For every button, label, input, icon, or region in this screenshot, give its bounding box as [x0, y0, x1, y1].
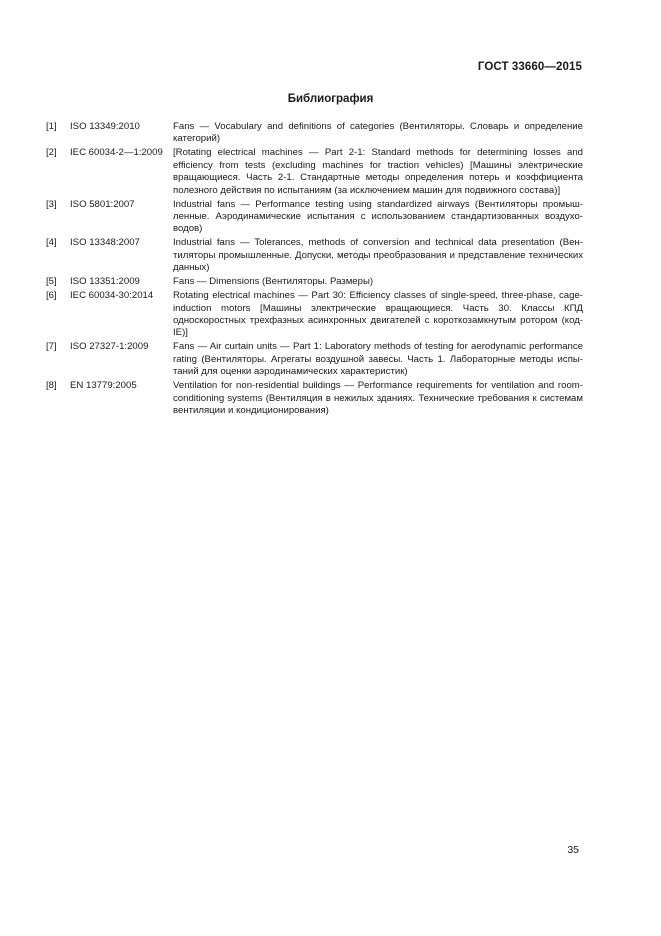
reference-number: [2]: [46, 147, 57, 159]
reference-item: [46, 380, 583, 417]
reference-item: [46, 290, 583, 340]
reference-text: Fans — Air curtain units — Part 1: Laboratory methods of testing for aerodynamic performance rating (Вентиляторы. Агрегаты воздушной завесы. Часть 1. Лабораторные методы испытаний для оценки аэродинамических характеристик): [173, 341, 583, 378]
reference-standard: IEC 60034-30:2014: [70, 290, 154, 302]
reference-item: [46, 237, 583, 274]
reference-text: Fans — Vocabulary and definitions of categories (Вентиляторы. Словарь и определение категорий): [173, 121, 583, 145]
reference-standard: ISO 13349:2010: [70, 121, 140, 132]
reference-number: [7]: [46, 341, 57, 353]
document-code: ГОСТ 33660—2015: [477, 61, 582, 73]
reference-standard: ISO 5801:2007: [70, 198, 135, 210]
reference-item: [46, 147, 583, 197]
reference-text: Industrial fans — Performance testing using standardized airways (Вентиляторы промышленные. Аэродинамические испытания с использованием стандартизованных воздуховодов): [173, 198, 583, 235]
reference-number: [4]: [46, 237, 57, 249]
reference-item: [46, 341, 583, 378]
reference-text: Ventilation for non-residential buildings — Performance requirements for ventilation and room-conditioning systems (Вентиляция в нежилых зданиях. Технические требования к системам вентиляции и кондиционирования): [173, 380, 583, 417]
bibliography-title: Библиография: [287, 93, 374, 105]
page-number: 35: [567, 844, 579, 856]
reference-text: Industrial fans — Tolerances, methods of conversion and technical data presentation (Вентиляторы промышленные. Допуски, методы преобразования и представление технических данных): [173, 237, 583, 274]
reference-number: [8]: [46, 380, 57, 392]
reference-text: [Rotating electrical machines — Part 2-1: Standard methods for determining losses and efficiency from tests (excluding machines for traction vehicles) [Машины электрические вращающиеся. Часть 2-1. Стандартные методы определения потерь и коэффициента полезного действия по испытаниям (за исключением машин для подвижного состава)]: [173, 147, 583, 196]
reference-list: [46, 121, 583, 419]
reference-text: Rotating electrical machines — Part 30: Efficiency classes of single-speed, three-phase, cage-induction motors [Машины электрические вращающиеся. Часть 30. Классы КПД односкоростных трехфазных асинхронных двигателей с короткозамкнутым ротором (код-IE)]: [173, 290, 583, 339]
reference-number: [6]: [46, 290, 57, 302]
reference-standard: ISO 27327-1:2009: [70, 341, 149, 353]
reference-item: [46, 199, 583, 236]
reference-standard: ISO 13348:2007: [70, 237, 140, 249]
reference-number: [1]: [46, 121, 57, 132]
reference-item: [46, 276, 583, 288]
reference-number: [3]: [46, 198, 57, 210]
reference-text: Fans — Dimensions (Вентиляторы. Размеры): [173, 276, 374, 288]
reference-standard: EN 13779:2005: [70, 380, 137, 392]
reference-number: [5]: [46, 276, 57, 288]
reference-item: [46, 121, 583, 146]
reference-standard: ISO 13351:2009: [70, 276, 140, 288]
reference-standard: IEC 60034-2—1:2009: [70, 147, 163, 159]
